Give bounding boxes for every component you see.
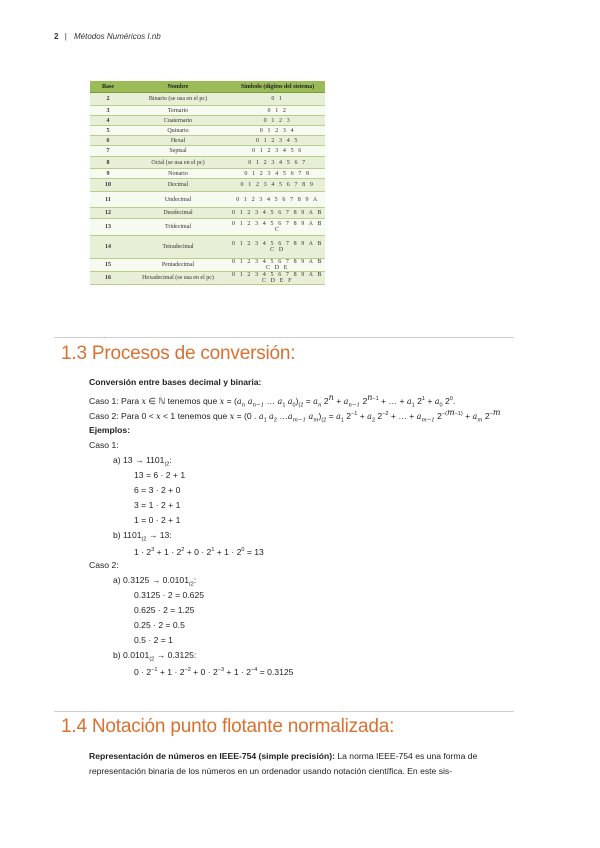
document-title: Métodos Numéricos I.nb bbox=[74, 32, 161, 41]
caso1-example-a: a) $13 \to 1101_{(2}$: bbox=[113, 455, 172, 468]
table-row bbox=[90, 179, 325, 192]
paragraph-line: representación binaria de los números en un ordenador usando notación científica. En este sis- bbox=[89, 766, 453, 776]
table-row bbox=[90, 259, 325, 272]
table-row bbox=[90, 136, 325, 146]
base-cell: 14 bbox=[90, 236, 126, 259]
symbol-cell: 0 1 2 3 4 5 6 7 8 9 A B C D E F bbox=[230, 272, 325, 285]
symbol-cell: 0 1 2 3 4 5 6 7 8 9 A bbox=[230, 192, 325, 208]
base-cell: 5 bbox=[90, 126, 126, 136]
symbol-cell: 0 1 2 3 4 5 6 7 8 bbox=[230, 169, 325, 179]
name-cell: Hexal bbox=[126, 136, 230, 146]
section-title-1-3: 1.3 Procesos de conversión: bbox=[61, 343, 296, 364]
symbol-cell: 0 1 2 3 4 5 6 7 8 9 A B C D bbox=[230, 236, 325, 259]
name-cell: Tridecimal bbox=[126, 219, 230, 236]
text: b) 0.0101 bbox=[113, 650, 150, 660]
symbol-cell: 0 1 2 3 4 5 6 bbox=[230, 146, 325, 157]
table-row bbox=[90, 219, 325, 236]
name-cell: Cuaternario bbox=[126, 116, 230, 126]
symbol-cell: 0 1 2 3 4 bbox=[230, 126, 325, 136]
multiplication-step: 0.5 · 2 = 1 bbox=[134, 635, 173, 645]
base-cell: 15 bbox=[90, 259, 126, 272]
name-cell: Quinario bbox=[126, 126, 230, 136]
table-row bbox=[90, 208, 325, 219]
text: Caso 2: Para 0 < bbox=[89, 410, 157, 421]
symbol-cell: 0 1 2 3 4 5 6 7 8 9 A B C D E bbox=[230, 259, 325, 272]
text: a) 13 → 1101 bbox=[113, 455, 165, 465]
caso2-example-a: a) $0.3125 \to 0.0101_{(2}$: bbox=[113, 575, 197, 588]
base-cell: 11 bbox=[90, 192, 126, 208]
base-cell: 6 bbox=[90, 136, 126, 146]
section-title-1-4: 1.4 Notación punto flotante normalizada: bbox=[61, 716, 395, 737]
header-separator: | bbox=[64, 32, 67, 41]
table-header-row bbox=[90, 81, 325, 93]
text: → 0.3125: bbox=[154, 650, 197, 660]
division-step: 6 = 3 · 2 + 0 bbox=[134, 485, 181, 495]
text: La norma IEEE-754 es una forma de bbox=[334, 751, 478, 761]
division-step: 3 = 1 · 2 + 1 bbox=[134, 500, 181, 510]
base-cell: 13 bbox=[90, 219, 126, 236]
text: = 0.3125 bbox=[257, 666, 294, 677]
section-divider bbox=[54, 711, 514, 712]
caso1-definition: Caso 1: Para x ∈ ℕ tenemos que $x = (a_n$ $a_{n-1}$ … $a_1$ $a_0)_{(2} = a_n$ $2^n + a_{n-1}$ $2^{n-1}$ + … + $a_1$ $2^1 + a_0$ $2^0$. bbox=[89, 393, 456, 409]
name-cell: Binario (se usa en el pc) bbox=[126, 93, 230, 106]
base-cell: 3 bbox=[90, 106, 126, 116]
bold-lead: Representación de números en IEEE-754 (simple precisión): bbox=[89, 751, 335, 761]
symbol-cell: 0 1 2 3 4 5 6 7 8 9 bbox=[230, 179, 325, 192]
base-cell: 4 bbox=[90, 116, 126, 126]
name-cell: Decimal bbox=[126, 179, 230, 192]
table-row bbox=[90, 192, 325, 208]
symbol-cell: 0 1 2 3 4 5 bbox=[230, 136, 325, 146]
table-row bbox=[90, 169, 325, 179]
text: b) 1101 bbox=[113, 530, 142, 540]
base-cell: 9 bbox=[90, 169, 126, 179]
bases-table-body bbox=[90, 93, 325, 285]
table-row bbox=[90, 272, 325, 285]
division-step: 13 = 6 · 2 + 1 bbox=[134, 470, 186, 480]
section-divider bbox=[54, 337, 514, 338]
expansion-formula: $0 \cdot 2^{-1} + 1 \cdot 2^{-2} + 0 \cdot 2^{-3} + 1 \cdot 2^{-4} = 0.3125$ bbox=[134, 666, 294, 677]
symbol-cell: 0 1 2 3 4 5 6 7 8 9 A B bbox=[230, 208, 325, 219]
text: a) 0.3125 → 0.0101 bbox=[113, 575, 189, 585]
table-row bbox=[90, 157, 325, 169]
multiplication-step: 0.25 · 2 = 0.5 bbox=[134, 620, 185, 630]
base-cell: 8 bbox=[90, 157, 126, 169]
name-cell: Duodecimal bbox=[126, 208, 230, 219]
expansion-formula: $1 \cdot 2^3 + 1 \cdot 2^2 + 0 \cdot 2^1 + 1 \cdot 2^0 = 13$ bbox=[134, 546, 264, 557]
text: = 13 bbox=[244, 546, 264, 557]
caso2-label: Caso 2: bbox=[89, 560, 119, 570]
section-1-3-body bbox=[89, 375, 500, 678]
table-row bbox=[90, 106, 325, 116]
ejemplos-heading: Ejemplos: bbox=[89, 425, 131, 435]
symbol-cell: 0 1 2 3 bbox=[230, 116, 325, 126]
table-row bbox=[90, 126, 325, 136]
name-cell: Pentadecimal bbox=[126, 259, 230, 272]
table-row bbox=[90, 116, 325, 126]
page-number: 2 bbox=[54, 32, 59, 41]
subheading: Conversión entre bases decimal y binaria: bbox=[89, 377, 262, 387]
table-row bbox=[90, 146, 325, 157]
symbol-cell: 0 1 2 3 4 5 6 7 bbox=[230, 157, 325, 169]
name-cell: Octal (se usa en el pc) bbox=[126, 157, 230, 169]
caso2-example-b: b) $0.0101_{(2} \to 0.3125$: bbox=[113, 650, 197, 663]
name-cell: Undecimal bbox=[126, 192, 230, 208]
text: < 1 tenemos que bbox=[160, 410, 230, 421]
name-cell: Ternario bbox=[126, 106, 230, 116]
division-step: 1 = 0 · 2 + 1 bbox=[134, 515, 181, 525]
base-cell: 16 bbox=[90, 272, 126, 285]
section-1-4-paragraph bbox=[89, 749, 519, 779]
text: tenemos que bbox=[165, 395, 220, 406]
name-cell: Septsal bbox=[126, 146, 230, 157]
paragraph-line bbox=[89, 749, 519, 764]
table-row bbox=[90, 93, 325, 106]
bases-table bbox=[90, 81, 325, 285]
symbol-cell: 0 1 2 3 4 5 6 7 8 9 A B C bbox=[230, 219, 325, 236]
name-cell: Nonario bbox=[126, 169, 230, 179]
base-cell: 7 bbox=[90, 146, 126, 157]
caso1-label: Caso 1: bbox=[89, 440, 119, 450]
multiplication-step: 0.3125 · 2 = 0.625 bbox=[134, 590, 205, 600]
base-cell: 2 bbox=[90, 93, 126, 106]
base-cell: 12 bbox=[90, 208, 126, 219]
multiplication-step: 0.625 · 2 = 1.25 bbox=[134, 605, 195, 615]
column-header: Símbolo (dígitos del sistema) bbox=[230, 81, 325, 93]
base-cell: 10 bbox=[90, 179, 126, 192]
column-header: Base bbox=[90, 81, 126, 93]
caso2-definition: Caso 2: Para 0 < x < 1 tenemos que x = (0 . $a_1$ $a_2$ $\dots a_{m-1}$ $a_m)_{(2} = a_1$ $2^{-1} + a_2$ $2^{-2}$ + … + $a_{m-1}$ $2^{-(m-1)} + a_m$ $2^{-m}$ bbox=[89, 408, 501, 424]
symbol-cell: 0 1 2 bbox=[230, 106, 325, 116]
text: → 13: bbox=[146, 530, 172, 540]
name-cell: Tetradecimal bbox=[126, 236, 230, 259]
name-cell: Hexadecimal (se usa en el pc) bbox=[126, 272, 230, 285]
table-row bbox=[90, 236, 325, 259]
column-header: Nombre bbox=[126, 81, 230, 93]
running-header bbox=[54, 32, 161, 41]
text: Caso 1: Para bbox=[89, 395, 142, 406]
symbol-cell: 0 1 bbox=[230, 93, 325, 106]
caso1-example-b: b) $1101_{(2} \to 13$: bbox=[113, 530, 172, 543]
